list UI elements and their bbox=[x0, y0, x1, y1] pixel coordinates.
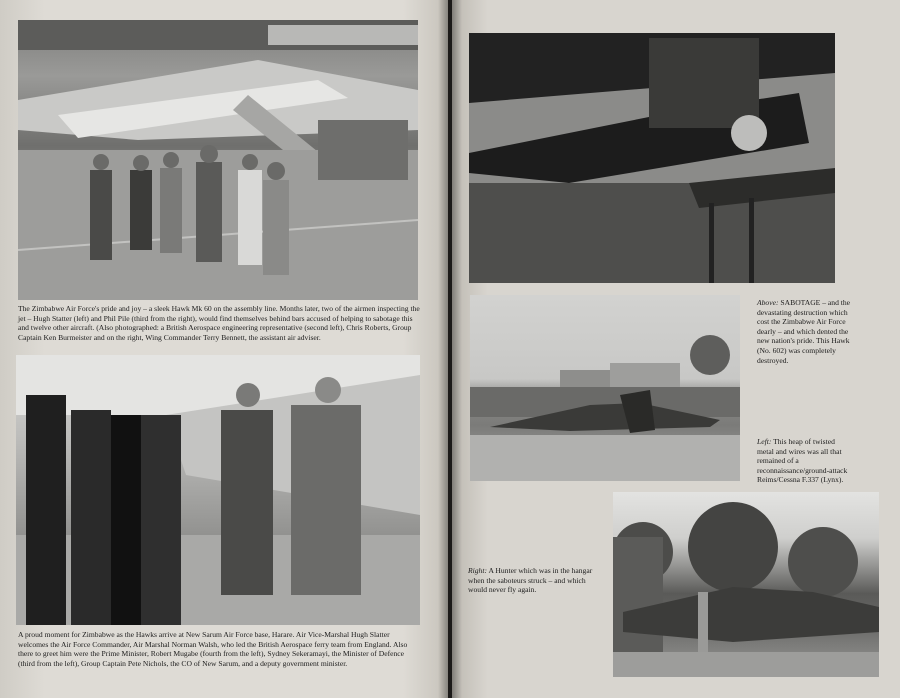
photo-hawks-arrival-ceremony bbox=[16, 355, 420, 625]
photo-sabotaged-hawk bbox=[469, 33, 835, 283]
caption-ceremony: A proud moment for Zimbabwe as the Hawks arrive at New Sarum Air Force base, Harare. Air Vice-Marshal Hugh Slatter welcomes the Air Force Commander, Air Marshal Norman Walsh, who led the British Aerospace ferry team from England. Also there to greet him were the Prime Minister, Robert Mugabe (fourth from the left), Sydney Sekeramayi, the Minister of Defence (third from the left), Group Captain Pete Nichols, the CO of New Sarum, and a deputy government minister. bbox=[18, 630, 408, 668]
caption-hunter-lead: Right: bbox=[468, 566, 487, 575]
caption-lynx-lead: Left: bbox=[757, 437, 772, 446]
photo-hunter-aircraft bbox=[613, 492, 879, 677]
caption-lynx bbox=[757, 437, 853, 485]
photo-lynx-wreck bbox=[470, 295, 740, 481]
caption-sabotage bbox=[757, 298, 853, 365]
photo-hawk-assembly-line bbox=[18, 20, 418, 300]
caption-hunter-text: A Hunter which was in the hangar when the saboteurs struck – and which would never fly again. bbox=[468, 566, 593, 595]
caption-sabotage-lead: Above: bbox=[757, 298, 779, 307]
book-gutter bbox=[438, 0, 462, 698]
caption-sabotage-text: SABOTAGE – and the devastating destruction which cost the Zimbabwe Air Force dearly – and which dented the new nation's pride. This Hawk (No. 602) was completely destroyed. bbox=[757, 298, 851, 365]
caption-assembly-line: The Zimbabwe Air Force's pride and joy – a sleek Hawk Mk 60 on the assembly line. Months later, two of the airmen inspecting the jet – Hugh Statter (left) and Phil Pile (third from the right), would find themselves behind bars accused of helping to sabotage this and twelve other aircraft. (Also photographed: a British Aerospace engineering representative (second left), Chris Roberts, Group Captain Ken Burmeister and on the right, Wing Commander Terry Bennett, the assistant air adviser. bbox=[18, 304, 420, 342]
caption-hunter bbox=[468, 566, 598, 595]
caption-lynx-text: This heap of twisted metal and wires was all that remained of a reconnaissance/ground-attack Reims/Cessna F.337 (Lynx). bbox=[757, 437, 848, 485]
